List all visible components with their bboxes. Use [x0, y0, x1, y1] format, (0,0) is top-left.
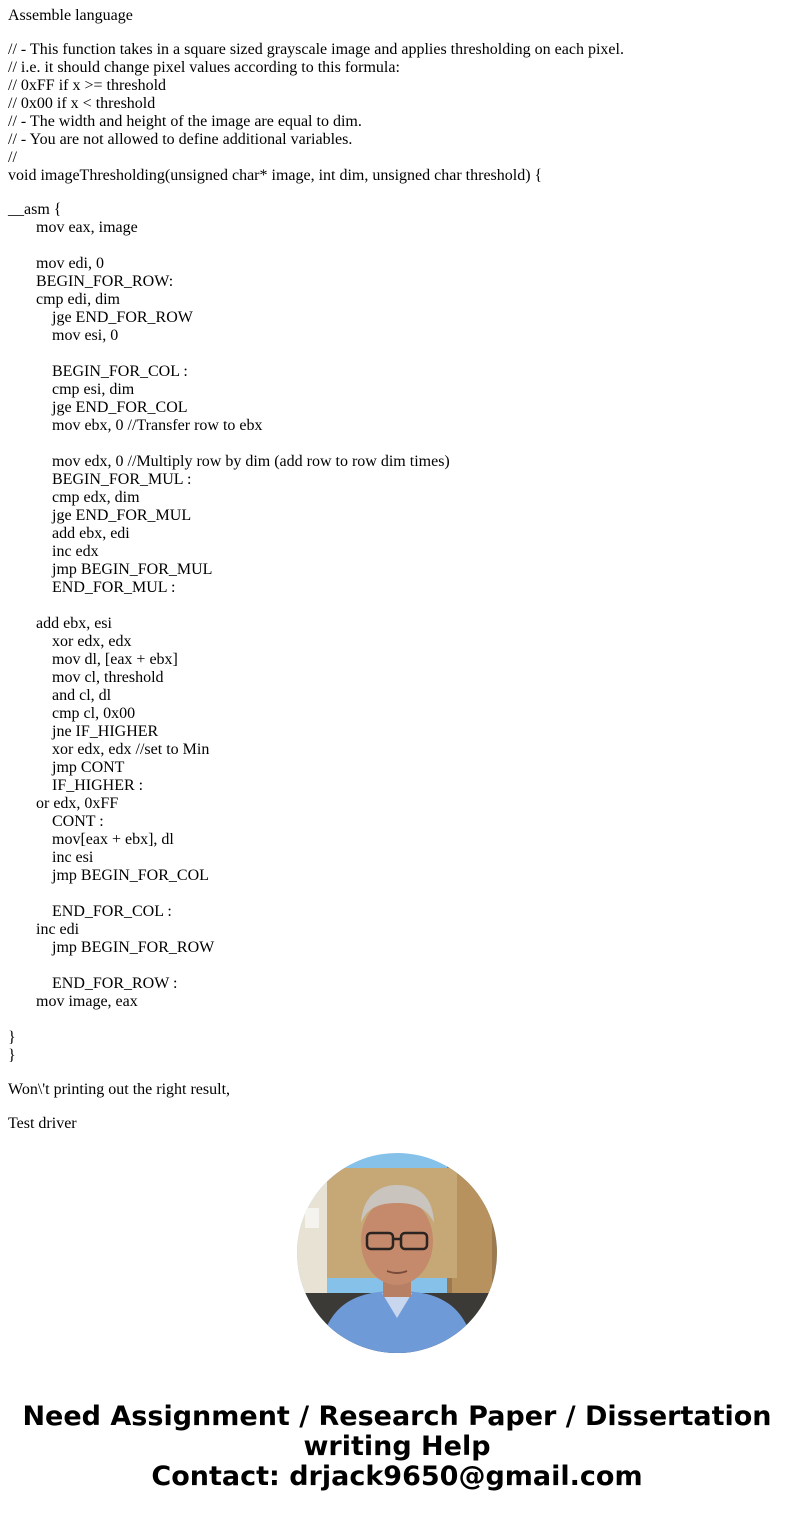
author-photo: [297, 1153, 497, 1353]
comment-line: // - This function takes in a square sized grayscale image and applies thresholding on each pixel.: [8, 41, 624, 58]
code-line: cmp cl, 0x00: [8, 705, 136, 722]
banner-line-1: Need Assignment / Research Paper / Dissertation: [22, 1401, 772, 1432]
code-line: mov image, eax: [8, 993, 138, 1010]
code-line: BEGIN_FOR_COL :: [8, 363, 188, 380]
code-line: [8, 885, 786, 903]
code-line: [8, 435, 786, 453]
comment-block: [8, 41, 786, 185]
code-line: END_FOR_ROW :: [8, 975, 178, 992]
code-line: mov dl, [eax + ebx]: [8, 651, 178, 668]
question-content: [8, 7, 786, 1133]
code-line: jge END_FOR_MUL: [8, 507, 192, 524]
code-line: jmp BEGIN_FOR_MUL: [8, 561, 213, 578]
banner-line-3: Contact: drjack9650@gmail.com: [151, 1461, 643, 1492]
code-line: mov ebx, 0 //Transfer row to ebx: [8, 417, 263, 434]
code-line: inc edi: [8, 921, 80, 938]
code-line: [8, 597, 786, 615]
code-line: xor edx, edx: [8, 633, 132, 650]
code-line: [8, 345, 786, 363]
code-line: }: [8, 1047, 16, 1064]
code-line: or edx, 0xFF: [8, 795, 119, 812]
code-line: __asm {: [8, 201, 62, 218]
code-line: [8, 957, 786, 975]
comment-line: void imageThresholding(unsigned char* image, int dim, unsigned char threshold) {: [8, 167, 543, 184]
code-line: mov esi, 0: [8, 327, 119, 344]
code-line: inc esi: [8, 849, 94, 866]
code-line: cmp edx, dim: [8, 489, 140, 506]
code-line: jmp BEGIN_FOR_ROW: [8, 939, 215, 956]
code-line: cmp esi, dim: [8, 381, 135, 398]
code-line: add ebx, esi: [8, 615, 112, 632]
code-line: [8, 1011, 786, 1029]
code-line: mov edx, 0 //Multiply row by dim (add row to row dim times): [8, 453, 450, 470]
code-line: mov edi, 0: [8, 255, 104, 272]
code-line: add ebx, edi: [8, 525, 130, 542]
code-line: [8, 237, 786, 255]
code-line: jge END_FOR_ROW: [8, 309, 193, 326]
code-line: jne IF_HIGHER: [8, 723, 159, 740]
comment-line: // i.e. it should change pixel values according to this formula:: [8, 59, 400, 76]
code-line: xor edx, edx //set to Min: [8, 741, 210, 758]
code-line: BEGIN_FOR_ROW:: [8, 273, 174, 290]
code-line: cmp edi, dim: [8, 291, 120, 308]
code-line: mov eax, image: [8, 219, 138, 236]
comment-line: // 0xFF if x >= threshold: [8, 77, 167, 94]
code-line: END_FOR_COL :: [8, 903, 172, 920]
note-text: Won\'t printing out the right result,: [8, 1081, 231, 1098]
code-block: [8, 201, 786, 1065]
banner-line-2: writing Help: [303, 1431, 491, 1462]
code-line: jge END_FOR_COL: [8, 399, 188, 416]
code-line: and cl, dl: [8, 687, 112, 704]
question-title: Assemble language: [8, 7, 133, 24]
comment-line: // 0x00 if x < threshold: [8, 95, 156, 112]
code-line: CONT :: [8, 813, 104, 830]
test-driver-text: Test driver: [8, 1115, 77, 1132]
comment-line: //: [8, 149, 17, 166]
code-line: jmp CONT: [8, 759, 125, 776]
comment-line: // - You are not allowed to define additional variables.: [8, 131, 353, 148]
code-line: inc edx: [8, 543, 99, 560]
code-line: mov cl, threshold: [8, 669, 164, 686]
code-line: }: [8, 1029, 16, 1046]
comment-line: // - The width and height of the image are equal to dim.: [8, 113, 362, 130]
code-line: IF_HIGHER :: [8, 777, 144, 794]
code-line: BEGIN_FOR_MUL :: [8, 471, 192, 488]
contact-banner: [0, 1402, 794, 1492]
code-line: END_FOR_MUL :: [8, 579, 176, 596]
code-line: mov[eax + ebx], dl: [8, 831, 174, 848]
code-line: jmp BEGIN_FOR_COL: [8, 867, 209, 884]
